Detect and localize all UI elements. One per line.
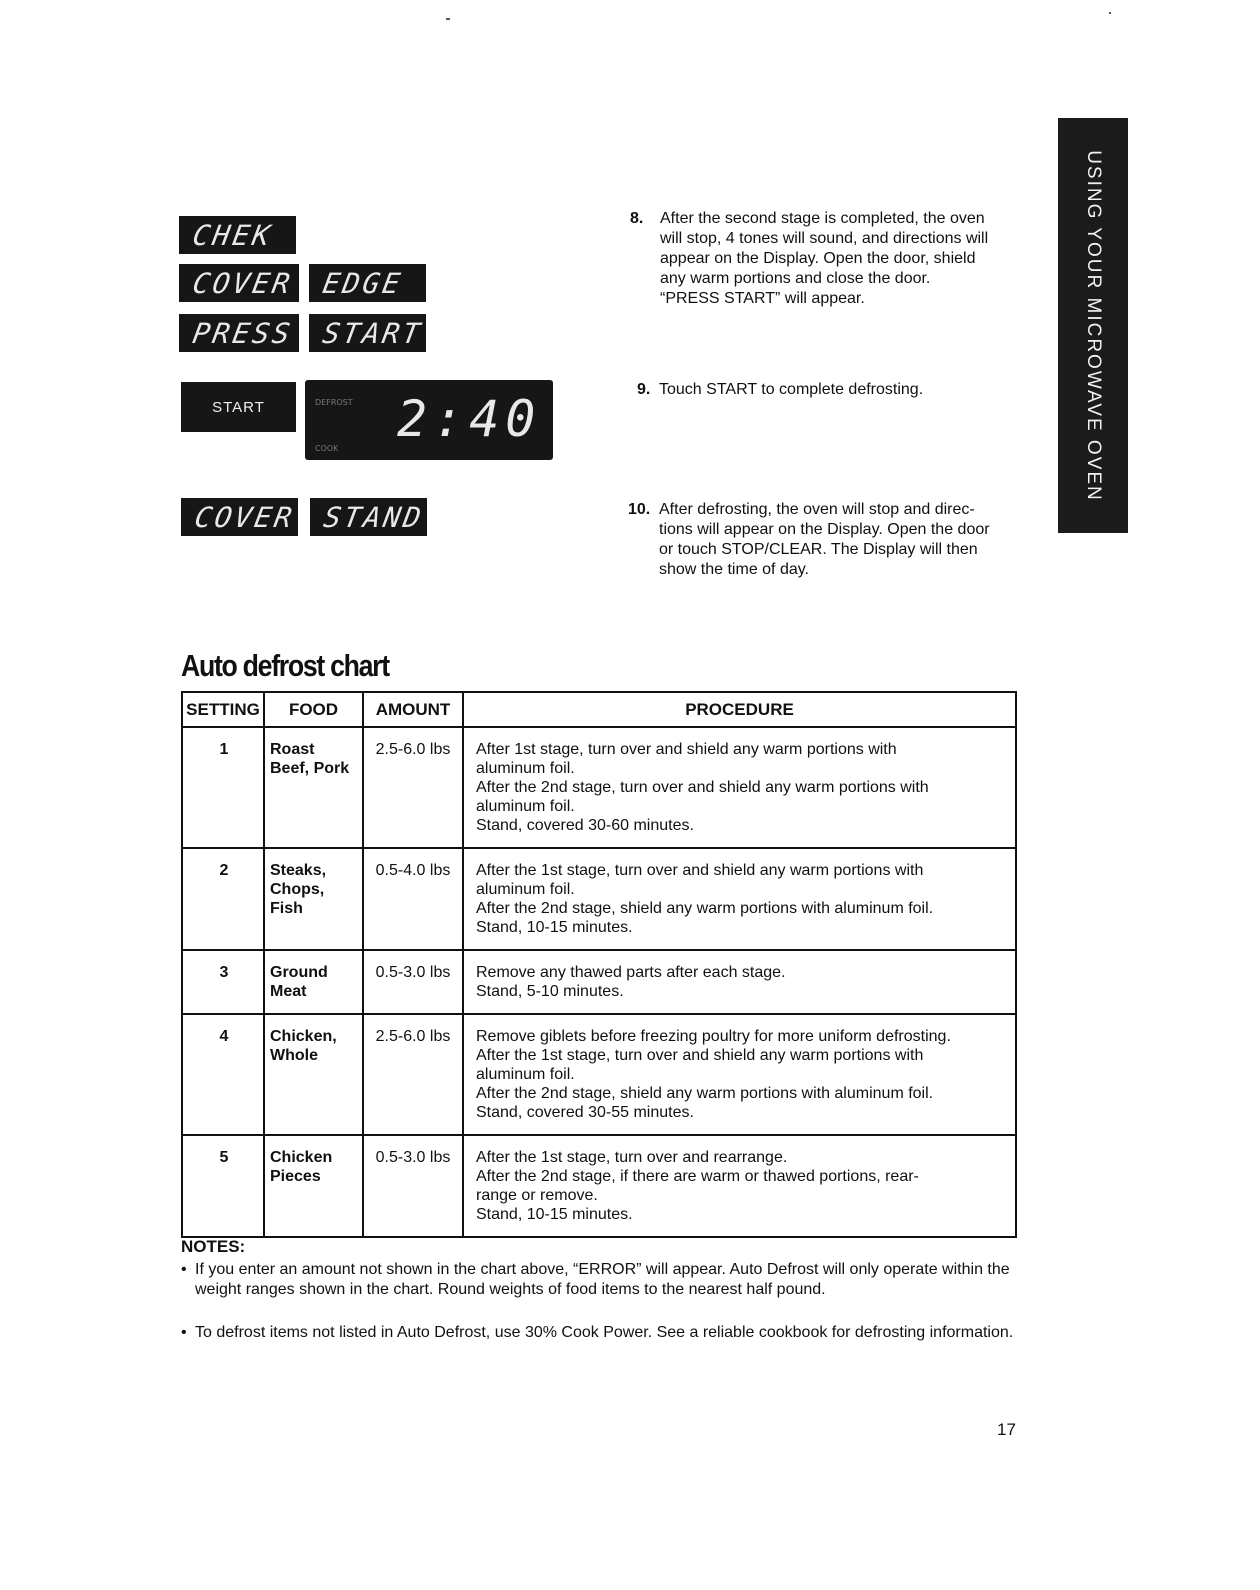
- procedure-line: After 1st stage, turn over and shield any warm portions with: [476, 741, 897, 758]
- table-row: [182, 848, 1016, 950]
- header-procedure: PROCEDURE: [463, 692, 1016, 727]
- step-line: Touch START to complete defrosting.: [659, 381, 924, 398]
- procedure-line: After the 1st stage, turn over and shield any warm portions with: [476, 862, 924, 879]
- setting-value: 1: [219, 741, 229, 758]
- step-number: 10.: [628, 501, 651, 518]
- procedure-line: Remove giblets before freezing poultry for more uniform defrosting.: [476, 1028, 951, 1045]
- lcd-text: COVER: [190, 267, 296, 300]
- cell-setting: [182, 1014, 264, 1135]
- lcd-start: [309, 314, 426, 352]
- cell-setting: [182, 1135, 264, 1237]
- section-side-tab: [1058, 118, 1128, 533]
- step-line: “PRESS START” will appear.: [660, 290, 865, 307]
- header-food: FOOD: [264, 692, 363, 727]
- note-item: [181, 1323, 1021, 1363]
- cell-setting: [182, 848, 264, 950]
- display-mode-label: COOK: [315, 444, 339, 453]
- lcd-edge: [309, 264, 426, 302]
- cell-amount: 0.5-3.0 lbs: [363, 1135, 463, 1237]
- food-line: Steaks,: [270, 862, 327, 879]
- procedure-line: aluminum foil.: [476, 798, 575, 815]
- food-line: Chicken,: [270, 1028, 337, 1045]
- scan-speck: [446, 18, 450, 20]
- cell-setting: [182, 950, 264, 1014]
- table-row: [182, 950, 1016, 1014]
- step-number: 8.: [630, 210, 644, 227]
- cell-amount: 2.5-6.0 lbs: [363, 1014, 463, 1135]
- table-row: [182, 1014, 1016, 1135]
- lcd-check: [179, 216, 296, 254]
- step-line: After defrosting, the oven will stop and direc-: [659, 501, 975, 518]
- procedure-line: After the 2nd stage, if there are warm or thawed portions, rear-: [476, 1168, 919, 1185]
- note-text: To defrost items not listed in Auto Defrost, use 30% Cook Power. See a reliable cookbook for defrosting information.: [195, 1324, 1014, 1341]
- procedure-line: After the 1st stage, turn over and rearrange.: [476, 1149, 788, 1166]
- setting-value: 2: [219, 862, 229, 879]
- cell-amount: 0.5-3.0 lbs: [363, 950, 463, 1014]
- procedure-line: aluminum foil.: [476, 881, 575, 898]
- step-text: [660, 209, 1035, 309]
- bullet-icon: •: [181, 1261, 187, 1278]
- procedure-line: After the 1st stage, turn over and shield any warm portions with: [476, 1047, 924, 1064]
- procedure-line: aluminum foil.: [476, 1066, 575, 1083]
- food-line: Beef, Pork: [270, 760, 350, 777]
- cell-food: [264, 1014, 363, 1135]
- note-item: [181, 1260, 1021, 1320]
- food-line: Pieces: [270, 1168, 321, 1185]
- cell-procedure: [463, 950, 1016, 1014]
- start-button-illustration: [181, 382, 296, 432]
- step-line: tions will appear on the Display. Open the door: [659, 521, 990, 538]
- table-row: [182, 1135, 1016, 1237]
- food-line: Meat: [270, 983, 307, 1000]
- scan-speck: [1109, 12, 1111, 14]
- lcd-text: COVER: [192, 501, 298, 534]
- food-line: Ground: [270, 964, 328, 981]
- procedure-line: Stand, 5-10 minutes.: [476, 983, 624, 1000]
- lcd-text: EDGE: [320, 267, 406, 300]
- setting-value: 5: [219, 1149, 229, 1166]
- procedure-line: After the 2nd stage, shield any warm portions with aluminum foil.: [476, 900, 934, 917]
- cell-food: [264, 950, 363, 1014]
- procedure-line: After the 2nd stage, shield any warm portions with aluminum foil.: [476, 1085, 934, 1102]
- page-number: 17: [997, 1420, 1016, 1439]
- cell-procedure: [463, 1135, 1016, 1237]
- cell-amount: 0.5-4.0 lbs: [363, 848, 463, 950]
- food-line: Fish: [270, 900, 303, 917]
- cell-food: [264, 848, 363, 950]
- timer-display: [305, 380, 553, 460]
- lcd-text: CHEK: [190, 219, 276, 252]
- step-text: [659, 500, 1034, 580]
- procedure-line: Remove any thawed parts after each stage.: [476, 964, 786, 981]
- food-line: Roast: [270, 741, 315, 758]
- header-setting: SETTING: [182, 692, 264, 727]
- cell-procedure: [463, 727, 1016, 848]
- setting-value: 4: [219, 1028, 229, 1045]
- lcd-cover-2: [181, 498, 298, 536]
- lcd-text: START: [320, 317, 426, 350]
- step-number: 9.: [637, 381, 651, 398]
- procedure-line: range or remove.: [476, 1187, 598, 1204]
- cell-food: [264, 1135, 363, 1237]
- food-line: Whole: [270, 1047, 318, 1064]
- food-line: Chops,: [270, 881, 325, 898]
- cell-procedure: [463, 848, 1016, 950]
- cell-setting: [182, 727, 264, 848]
- lcd-stand: [310, 498, 427, 536]
- note-text: If you enter an amount not shown in the chart above, “ERROR” will appear. Auto Defrost will only operate within the weight ranges shown in the chart. Round weights of food items to the nearest half pound.: [195, 1261, 1010, 1298]
- procedure-line: aluminum foil.: [476, 760, 575, 777]
- step-line: show the time of day.: [659, 561, 809, 578]
- lcd-press: [179, 314, 299, 352]
- step-text: [659, 380, 1034, 400]
- procedure-line: Stand, covered 30-55 minutes.: [476, 1104, 694, 1121]
- start-button-label: START: [212, 398, 265, 416]
- cell-procedure: [463, 1014, 1016, 1135]
- table-row: [182, 727, 1016, 848]
- procedure-line: Stand, 10-15 minutes.: [476, 919, 633, 936]
- side-tab-label: USING YOUR MICROWAVE OVEN: [1083, 149, 1104, 502]
- step-line: any warm portions and close the door.: [660, 270, 931, 287]
- cell-amount: 2.5-6.0 lbs: [363, 727, 463, 848]
- display-time: 2:40: [397, 390, 542, 448]
- auto-defrost-table: [181, 691, 1017, 1238]
- chart-title: Auto defrost chart: [181, 648, 389, 683]
- lcd-text: PRESS: [190, 317, 296, 350]
- bullet-icon: •: [181, 1324, 187, 1341]
- cell-food: [264, 727, 363, 848]
- procedure-line: After the 2nd stage, turn over and shield any warm portions with: [476, 779, 929, 796]
- table-header-row: [182, 692, 1016, 727]
- notes-title: NOTES:: [181, 1237, 246, 1256]
- step-line: will stop, 4 tones will sound, and directions will: [660, 230, 989, 247]
- step-line: After the second stage is completed, the oven: [660, 210, 985, 227]
- setting-value: 3: [219, 964, 229, 981]
- lcd-text: STAND: [321, 501, 427, 534]
- food-line: Chicken: [270, 1149, 333, 1166]
- header-amount: AMOUNT: [363, 692, 463, 727]
- display-mode-label: DEFROST: [315, 398, 353, 407]
- step-line: or touch STOP/CLEAR. The Display will then: [659, 541, 978, 558]
- step-line: appear on the Display. Open the door, shield: [660, 250, 976, 267]
- lcd-cover: [179, 264, 299, 302]
- procedure-line: Stand, 10-15 minutes.: [476, 1206, 633, 1223]
- procedure-line: Stand, covered 30-60 minutes.: [476, 817, 694, 834]
